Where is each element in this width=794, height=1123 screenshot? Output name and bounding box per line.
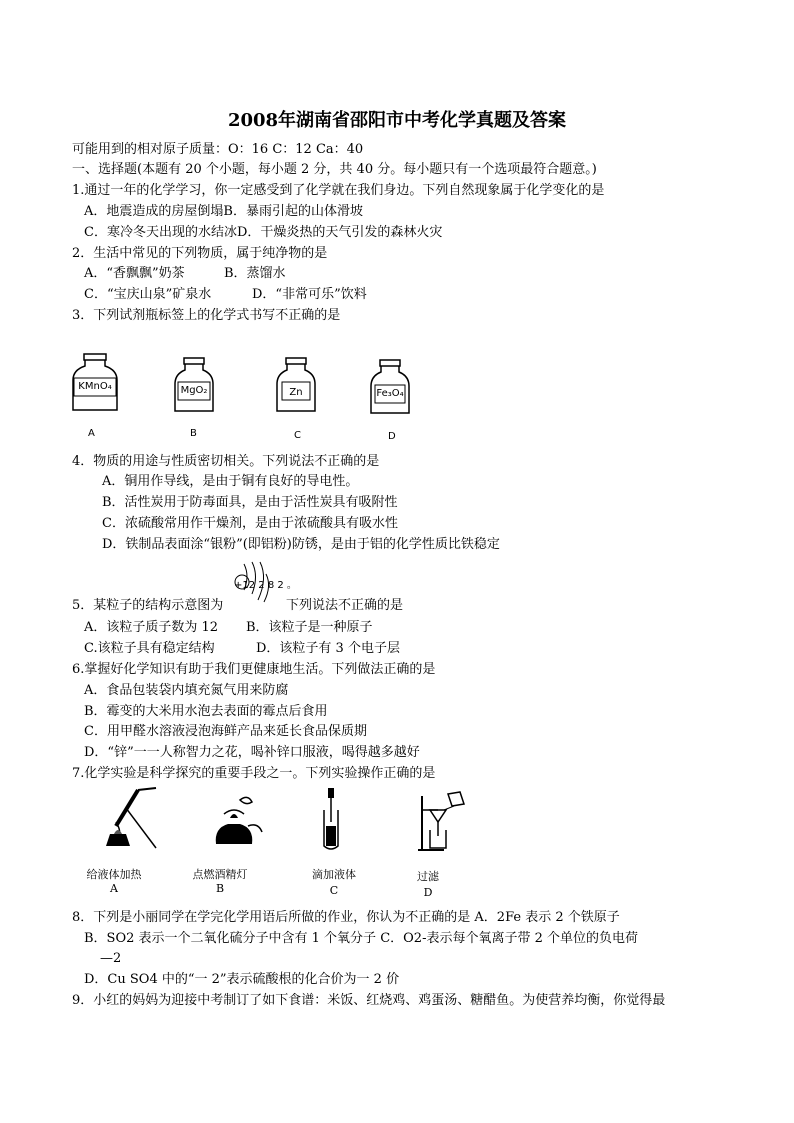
bottle-d-figure bbox=[368, 358, 412, 416]
fig-c-caption: 滴加液体 bbox=[312, 868, 356, 881]
q2-option-c: C．“宝庆山泉”矿泉水 bbox=[84, 287, 212, 302]
q1-stem: 1.通过一年的化学学习，你一定感受到了化学就在我们身边。下列自然现象属于化学变化的是 bbox=[72, 183, 605, 198]
q5-option-a: A．该粒子质子数为 12 bbox=[84, 620, 219, 635]
bottle-a-label: KMnO₄ bbox=[78, 381, 112, 392]
bottle-d-label: Fe₃O₄ bbox=[376, 388, 404, 399]
q3-stem: 3．下列试剂瓶标签上的化学式书写不正确的是 bbox=[72, 308, 341, 323]
bottle-b-letter: B bbox=[190, 428, 197, 439]
q7-stem: 7.化学实验是科学探究的重要手段之一。下列实验操作正确的是 bbox=[72, 766, 436, 781]
q8-line2: B．SO2 表示一个二氧化硫分子中含有 1 个氧分子 C．O2-表示每个氧离子带 2 个单位的负电荷 bbox=[84, 931, 638, 946]
q6-option-a: A．食品包装袋内填充氮气用来防腐 bbox=[84, 683, 289, 698]
q8-line4: D．Cu SO4 中的“一 2”表示硫酸根的化合价为一 2 价 bbox=[84, 972, 400, 987]
bottle-b-label: MgO₂ bbox=[180, 385, 208, 396]
atom-structure-label: +12 2 8 2 。 bbox=[234, 580, 297, 591]
q1-options-ab: A．地震造成的房屋倒塌B．暴雨引起的山体滑坡 bbox=[84, 204, 363, 219]
fig-b-letter: B bbox=[215, 882, 225, 895]
q9-stem: 9．小红的妈妈为迎接中考制订了如下食谱：米饭、红烧鸡、鸡蛋汤、糖醋鱼。为使营养均衡，你觉得最 bbox=[72, 993, 666, 1008]
bottle-c-label: Zn bbox=[289, 387, 303, 398]
bottle-c-figure bbox=[274, 356, 318, 414]
bottle-a-letter: A bbox=[88, 428, 95, 439]
q4-stem: 4．物质的用途与性质密切相关。下列说法不正确的是 bbox=[72, 454, 380, 469]
q2-option-a: A．“香飘飘”奶茶 bbox=[84, 266, 185, 281]
fig-b-caption: 点燃酒精灯 bbox=[192, 868, 248, 881]
section-heading: 一、选择题(本题有 20 个小题，每小题 2 分，共 40 分。每小题只有一个选项最符合题意。) bbox=[72, 162, 597, 177]
q5-option-b: B．该粒子是一种原子 bbox=[246, 620, 373, 635]
fig-filtering bbox=[414, 790, 470, 854]
fig-a-caption: 给液体加热 bbox=[86, 868, 142, 881]
q5-stem-post: 下列说法不正确的是 bbox=[286, 598, 404, 613]
q2-stem: 2．生活中常见的下列物质，属于纯净物的是 bbox=[72, 246, 328, 261]
q6-option-c: C．用甲醛水溶液浸泡海鲜产品来延长食品保质期 bbox=[84, 724, 367, 739]
q2-option-b: B．蒸馏水 bbox=[224, 266, 286, 281]
q4-option-d: D．铁制品表面涂“银粉”(即铝粉)防锈，是由于铝的化学性质比铁稳定 bbox=[102, 537, 500, 552]
fig-d-caption: 过滤 bbox=[417, 870, 439, 883]
bottle-d-letter: D bbox=[388, 431, 396, 442]
q2-option-d: D．“非常可乐”饮料 bbox=[252, 287, 367, 302]
page-title: 2008年湖南省邵阳市中考化学真题及答案 bbox=[227, 110, 567, 131]
fig-dropping-liquid bbox=[316, 788, 346, 852]
q5-option-d: D．该粒子有 3 个电子层 bbox=[256, 641, 400, 656]
q6-option-d: D．“锌”一一人称智力之花，喝补锌口服液，喝得越多越好 bbox=[84, 745, 420, 760]
fig-d-letter: D bbox=[423, 886, 433, 899]
q5-option-c: C.该粒子具有稳定结构 bbox=[84, 641, 215, 656]
q5-stem-pre: 5．某粒子的结构示意图为 bbox=[72, 598, 224, 613]
q6-stem: 6.掌握好化学知识有助于我们更健康地生活。下列做法正确的是 bbox=[72, 662, 436, 677]
q4-option-a: A．铜用作导线，是由于铜有良好的导电性。 bbox=[102, 474, 359, 489]
q4-option-b: B．活性炭用于防毒面具，是由于活性炭具有吸附性 bbox=[102, 495, 398, 510]
q8-superscript: —2 bbox=[100, 951, 122, 966]
bottle-c-letter: C bbox=[294, 430, 301, 441]
q8-line1: 8．下列是小丽同学在学完化学用语后所做的作业，你认为不正确的是 A．2Fe 表示 2 个铁原子 bbox=[72, 910, 620, 925]
atomic-masses: 可能用到的相对原子质量：O：16 C：12 Ca：40 bbox=[72, 142, 364, 157]
fig-lighting-lamp bbox=[210, 792, 266, 852]
fig-a-letter: A bbox=[110, 882, 118, 895]
fig-c-letter: C bbox=[329, 884, 339, 897]
q6-option-b: B．霉变的大米用水泡去表面的霉点后食用 bbox=[84, 704, 328, 719]
q4-option-c: C．浓硫酸常用作干燥剂，是由于浓硫酸具有吸水性 bbox=[102, 516, 398, 531]
fig-heating-liquid bbox=[96, 786, 160, 852]
q1-options-cd: C．寒冷冬天出现的水结冰D．干燥炎热的天气引发的森林火灾 bbox=[84, 225, 443, 240]
